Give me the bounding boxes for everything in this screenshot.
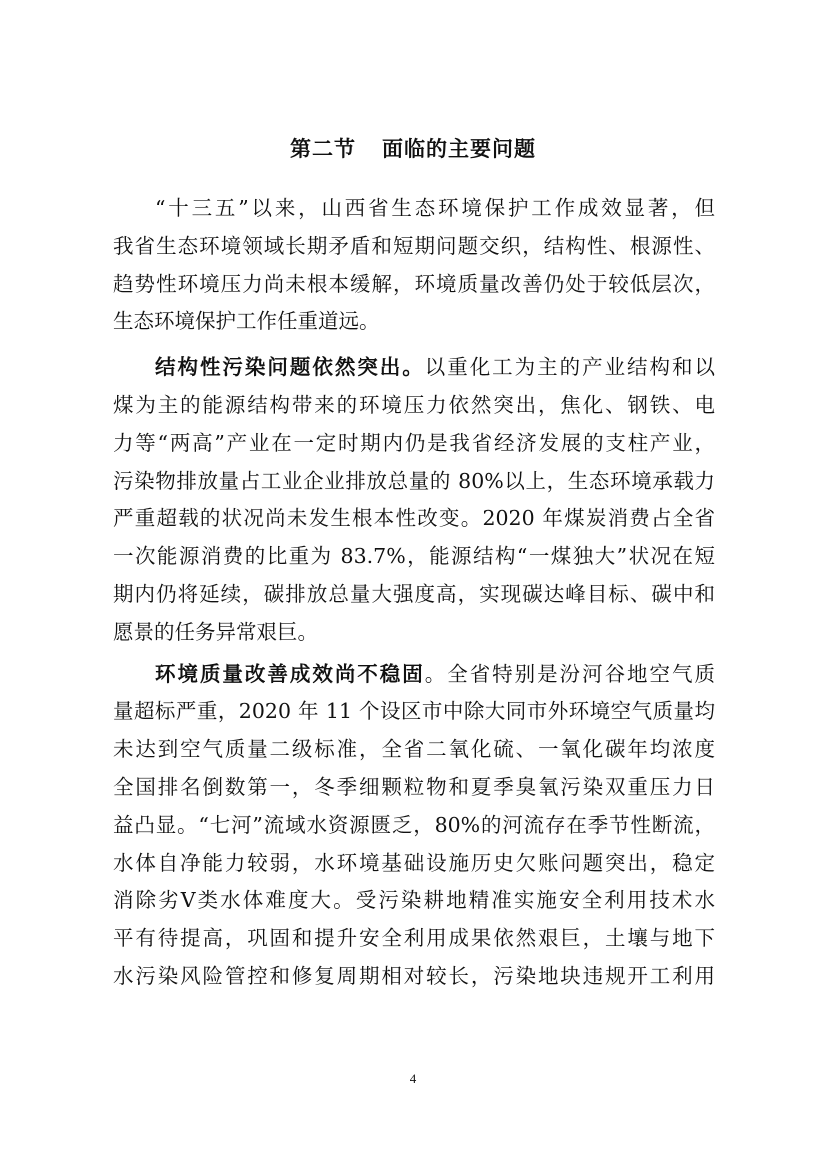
line-text: 力等“两高”产业在一定时期内仍是我省经济发展的支柱产业， xyxy=(113,430,715,455)
text-line xyxy=(113,425,715,463)
line-text: 量超标严重，2020 年 11 个设区市中除大同市外环境空气质量均 xyxy=(113,699,715,724)
text-line xyxy=(113,500,715,538)
section-number: 第二节 xyxy=(290,136,356,161)
text-line xyxy=(113,920,715,958)
line-text: 煤为主的能源结构带来的环境压力依然突出，焦化、钢铁、电 xyxy=(113,392,715,417)
text-line xyxy=(113,538,715,576)
line-text: 我省生态环境领域长期矛盾和短期问题交织，结构性、根源性、 xyxy=(113,233,715,258)
text-line xyxy=(113,387,715,425)
line-text: 。全省特别是汾河谷地空气质 xyxy=(424,661,715,686)
text-line xyxy=(113,463,715,501)
line-text: 全国排名倒数第一，冬季细颗粒物和夏季臭氧污染双重压力日 xyxy=(113,774,715,799)
text-line xyxy=(113,228,715,266)
line-text: 以重化工为主的产业结构和以 xyxy=(424,355,715,380)
text-line xyxy=(113,266,715,304)
line-text: 平有待提高，巩固和提升安全利用成果依然艰巨，土壤与地下 xyxy=(113,926,715,951)
text-line xyxy=(113,769,715,807)
line-text: 未达到空气质量二级标准，全省二氧化硫、一氧化碳年均浓度 xyxy=(113,737,715,762)
text-line xyxy=(113,731,715,769)
text-line xyxy=(113,958,715,996)
paragraph xyxy=(113,190,715,341)
text-line xyxy=(113,693,715,731)
bold-lead-sentence: 结构性污染问题依然突出。 xyxy=(155,355,425,380)
line-text: 益凸显。“七河”流域水资源匮乏，80%的河流存在季节性断流， xyxy=(113,812,715,837)
text-line xyxy=(113,576,715,614)
page-number: 4 xyxy=(409,1071,417,1086)
line-text: 严重超载的状况尚未发生根本性改变。2020 年煤炭消费占全省 xyxy=(113,506,715,531)
paragraph xyxy=(113,349,715,651)
text-line xyxy=(113,845,715,883)
document-body xyxy=(113,190,715,996)
text-line xyxy=(113,656,715,694)
section-heading: 面临的主要问题 xyxy=(382,136,536,161)
bold-lead-sentence: 环境质量改善成效尚不稳固 xyxy=(155,661,425,686)
text-line xyxy=(113,303,715,341)
line-text: 水污染风险管控和修复周期相对较长，污染地块违规开工利用 xyxy=(113,963,715,988)
line-text: 期内仍将延续，碳排放总量大强度高，实现碳达峰目标、碳中和 xyxy=(113,581,715,606)
line-text: 生态环境保护工作任重道远。 xyxy=(113,309,380,334)
line-text: 趋势性环境压力尚未根本缓解，环境质量改善仍处于较低层次， xyxy=(113,271,715,296)
line-text: 污染物排放量占工业企业排放总量的 80%以上，生态环境承载力 xyxy=(113,468,715,493)
text-line xyxy=(113,614,715,652)
paragraph xyxy=(113,656,715,996)
text-line xyxy=(113,807,715,845)
line-text: “十三五”以来，山西省生态环境保护工作成效显著，但 xyxy=(155,196,715,220)
section-title xyxy=(0,133,826,163)
line-text: 一次能源消费的比重为 83.7%，能源结构“一煤独大”状况在短 xyxy=(113,544,715,569)
line-text: 愿景的任务异常艰巨。 xyxy=(113,619,318,644)
line-text: 水体自净能力较弱，水环境基础设施历史欠账问题突出，稳定 xyxy=(113,850,715,875)
text-line xyxy=(113,882,715,920)
text-line xyxy=(113,349,715,387)
line-text: 消除劣Ⅴ类水体难度大。受污染耕地精准实施安全利用技术水 xyxy=(113,888,715,913)
text-line xyxy=(113,190,715,228)
